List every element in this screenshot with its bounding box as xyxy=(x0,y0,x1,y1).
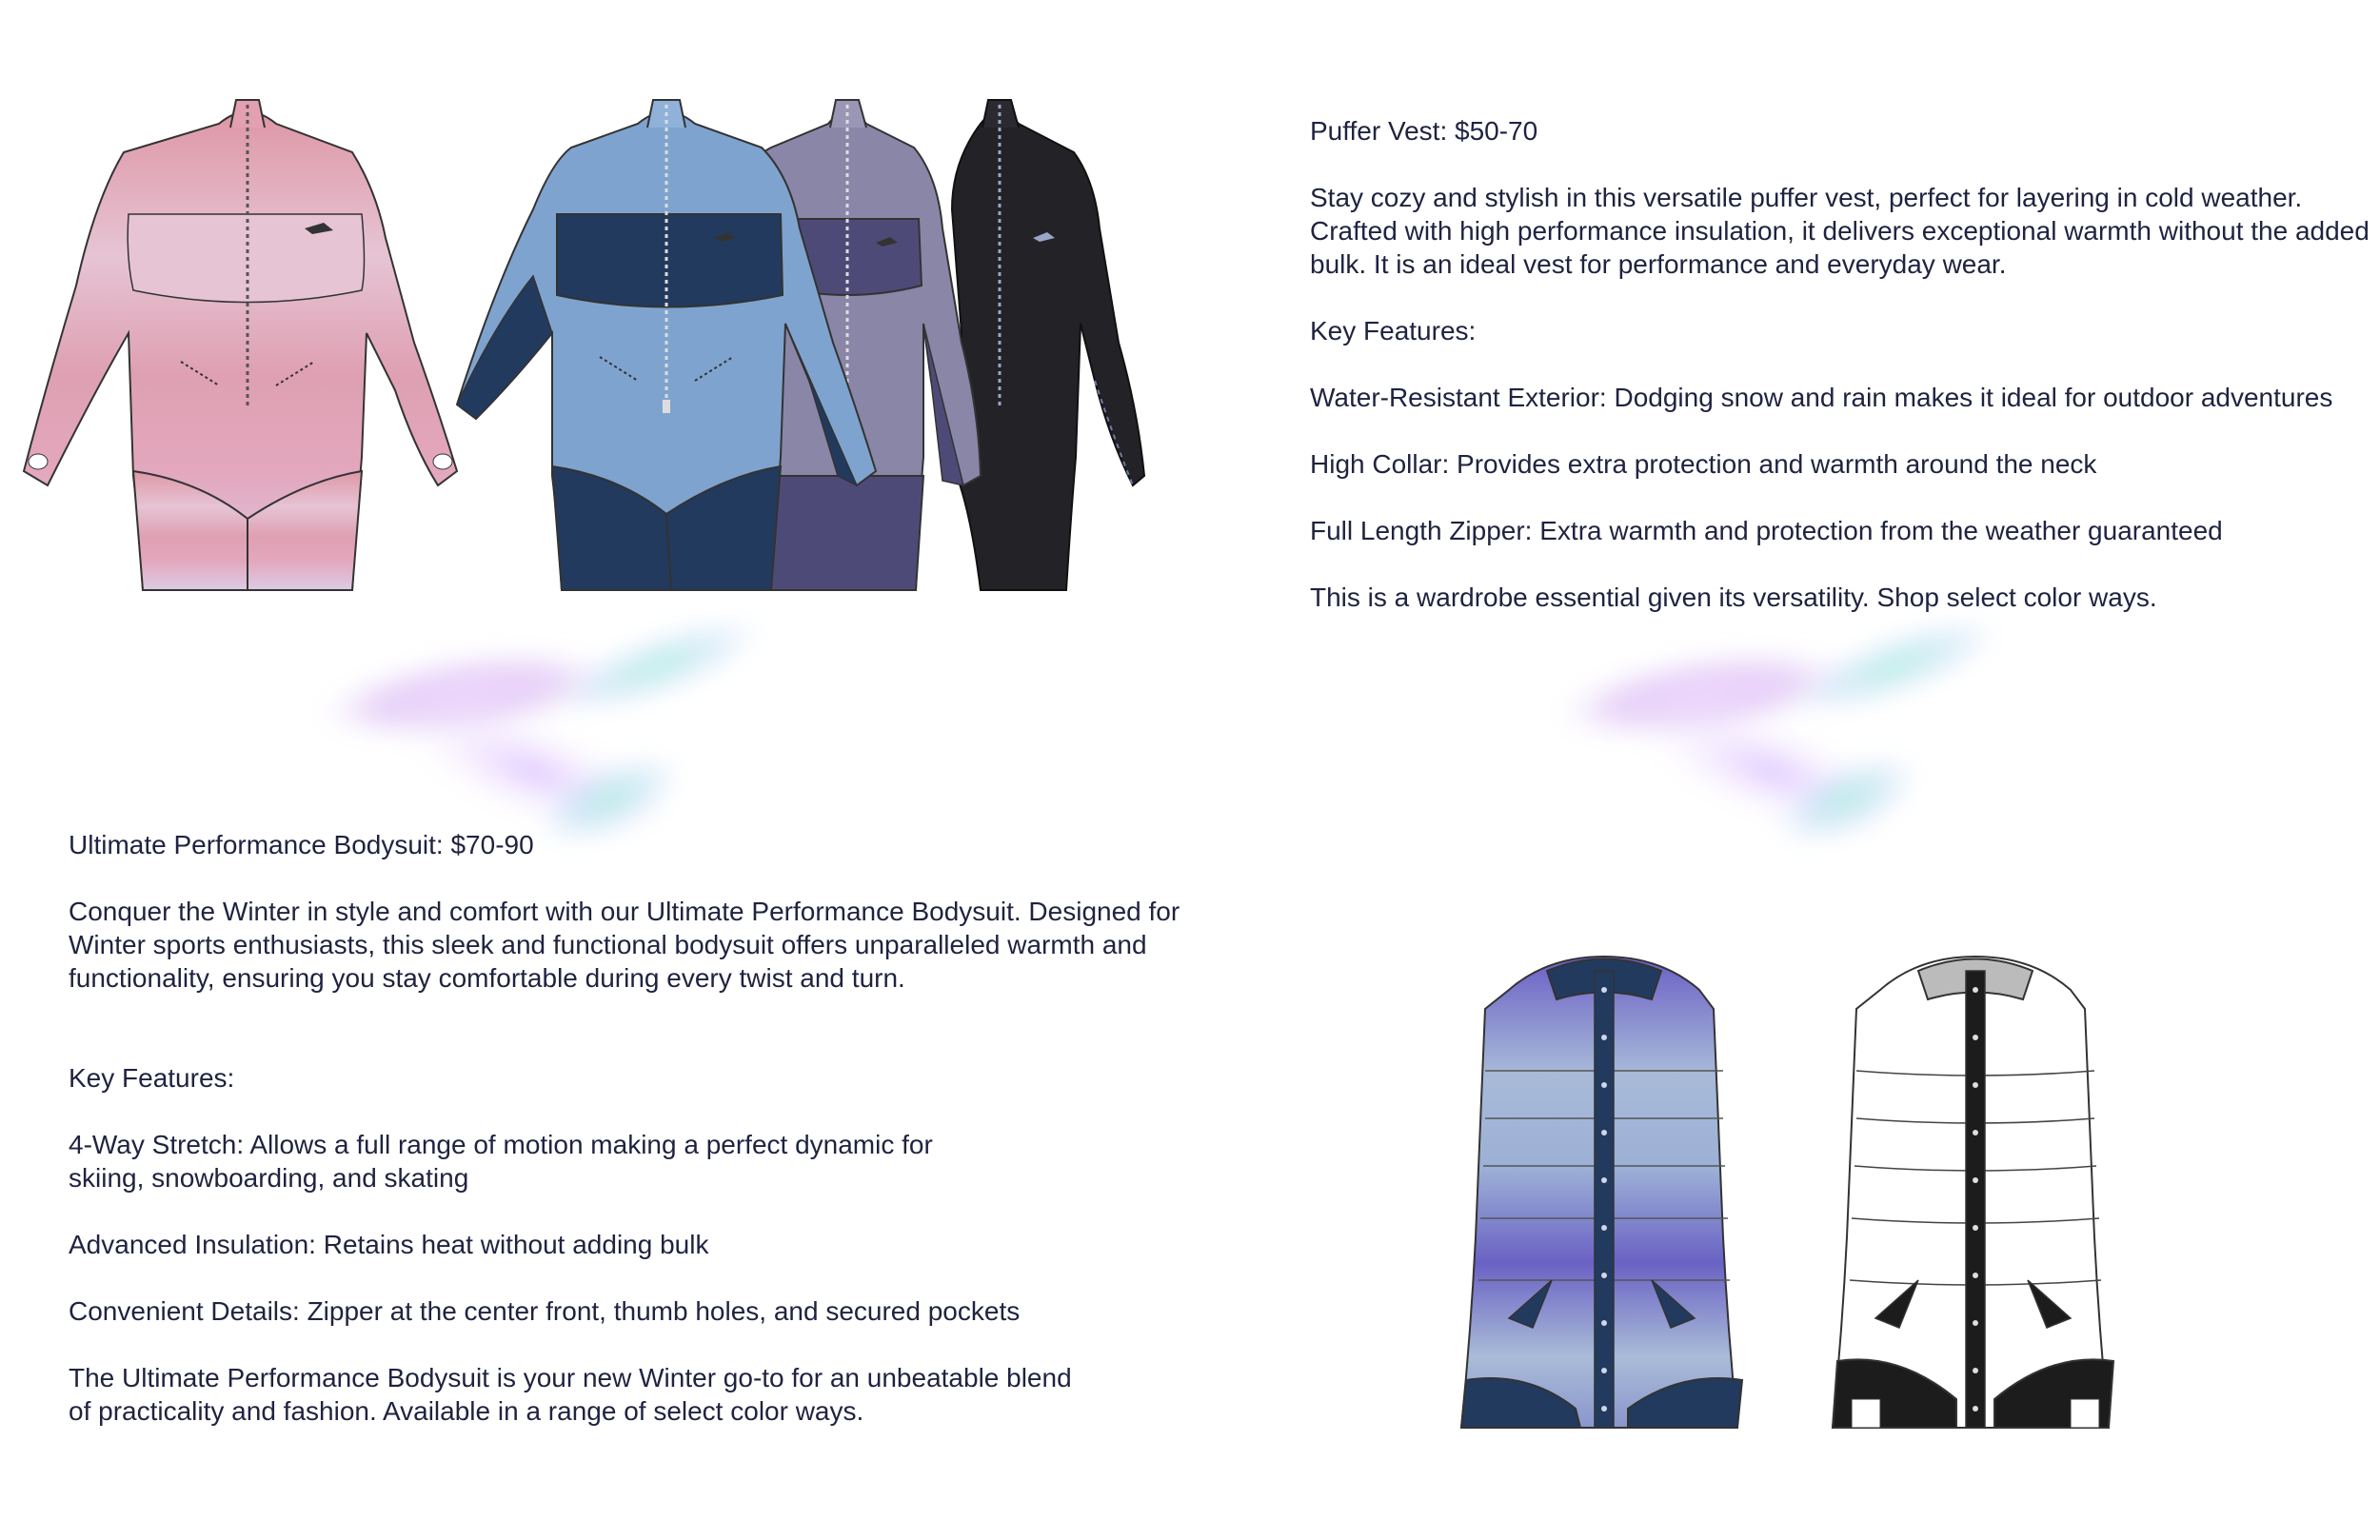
vest-key-features-heading: Key Features: xyxy=(1310,316,1477,346)
bodysuit-feature-item: Advanced Insulation: Retains heat without adding bulk xyxy=(69,1230,709,1259)
bodysuit-title: Ultimate Performance Bodysuit: $70-90 xyxy=(69,830,534,859)
vest-feature-item: High Collar: Provides extra protection and warmth around the neck xyxy=(1310,449,2097,479)
bodysuit-key-features-heading: Key Features: xyxy=(69,1063,235,1093)
vest-purple xyxy=(1452,952,1756,1447)
vest-description: Stay cozy and stylish in this versatile puffer vest, perfect for layering in cold weather. Crafted with high performance insulation, it delivers exceptional warmth without the added bulk. It is an ideal vest for performance and everyday wear. xyxy=(1310,183,2370,279)
vest-closing: This is a wardrobe essential given its versatility. Shop select color ways. xyxy=(1310,582,2157,612)
vest-title: Puffer Vest: $50-70 xyxy=(1310,116,1538,146)
vest-description-block xyxy=(1310,114,2380,614)
bodysuit-feature-item: Convenient Details: Zipper at the center front, thumb holes, and secured pockets xyxy=(69,1296,1021,1326)
vest-white xyxy=(1823,952,2128,1447)
holographic-swoosh-icon xyxy=(295,609,828,857)
bodysuit-closing: The Ultimate Performance Bodysuit is your new Winter go-to for an unbeatable blend of practicality and fashion. Available in a range of select color ways. xyxy=(69,1363,1072,1426)
vest-feature-item: Water-Resistant Exterior: Dodging snow and rain makes it ideal for outdoor adventures xyxy=(1310,383,2333,412)
vest-feature-item: Full Length Zipper: Extra warmth and protection from the weather guaranteed xyxy=(1310,516,2223,545)
bodysuit-pink xyxy=(24,100,457,590)
bodysuit-description: Conquer the Winter in style and comfort with our Ultimate Performance Bodysuit. Designed for Winter sports enthusiasts, this sleek and functional bodysuit offers unparalleled warmth and functionality, ensuring you stay comfortable during every twist and turn. xyxy=(69,897,1180,993)
holographic-swoosh-icon xyxy=(1533,609,2066,857)
bodysuit-description-block xyxy=(69,828,1220,1428)
bodysuit-black xyxy=(952,100,1144,590)
bodysuit-feature-item: 4-Way Stretch: Allows a full range of motion making a perfect dynamic for skiing, snowboarding, and skating xyxy=(69,1130,933,1193)
